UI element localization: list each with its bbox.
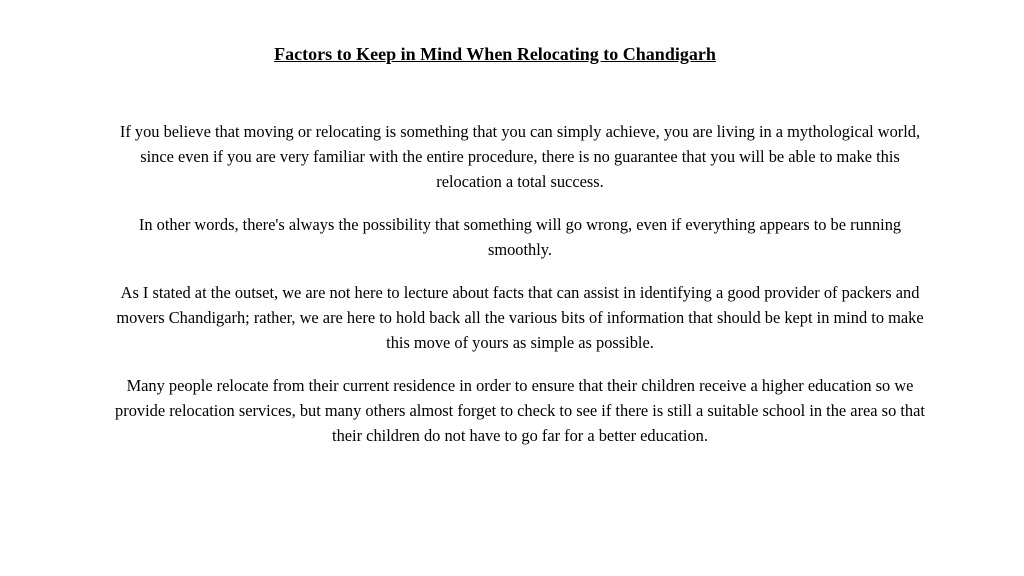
paragraph-4: Many people relocate from their current residence in order to ensure that their children receive a higher education so we provide relocation services, but many others almost forget to check to see if there is still a suitable school in the area so that their children do not have to go far for a better education.: [115, 376, 925, 445]
paragraph-2: In other words, there's always the possibility that something will go wrong, even if everything appears to be running smoothly.: [138, 215, 902, 259]
paragraph-3: As I stated at the outset, we are not here to lecture about facts that can assist in identifying a good provider of packers and movers Chandigarh; rather, we are here to hold back all the various bits of information that should be kept in mind to make this move of yours as simple as possible.: [116, 283, 924, 352]
document-body: [108, 119, 932, 466]
document-title: Factors to Keep in Mind When Relocating to Chandigarh: [274, 44, 716, 64]
paragraph-1: If you believe that moving or relocating is something that you can simply achieve, you are living in a mythological world, since even if you are very familiar with the entire procedure, there is no guarantee that you will be able to make this relocation a total success.: [119, 122, 921, 191]
